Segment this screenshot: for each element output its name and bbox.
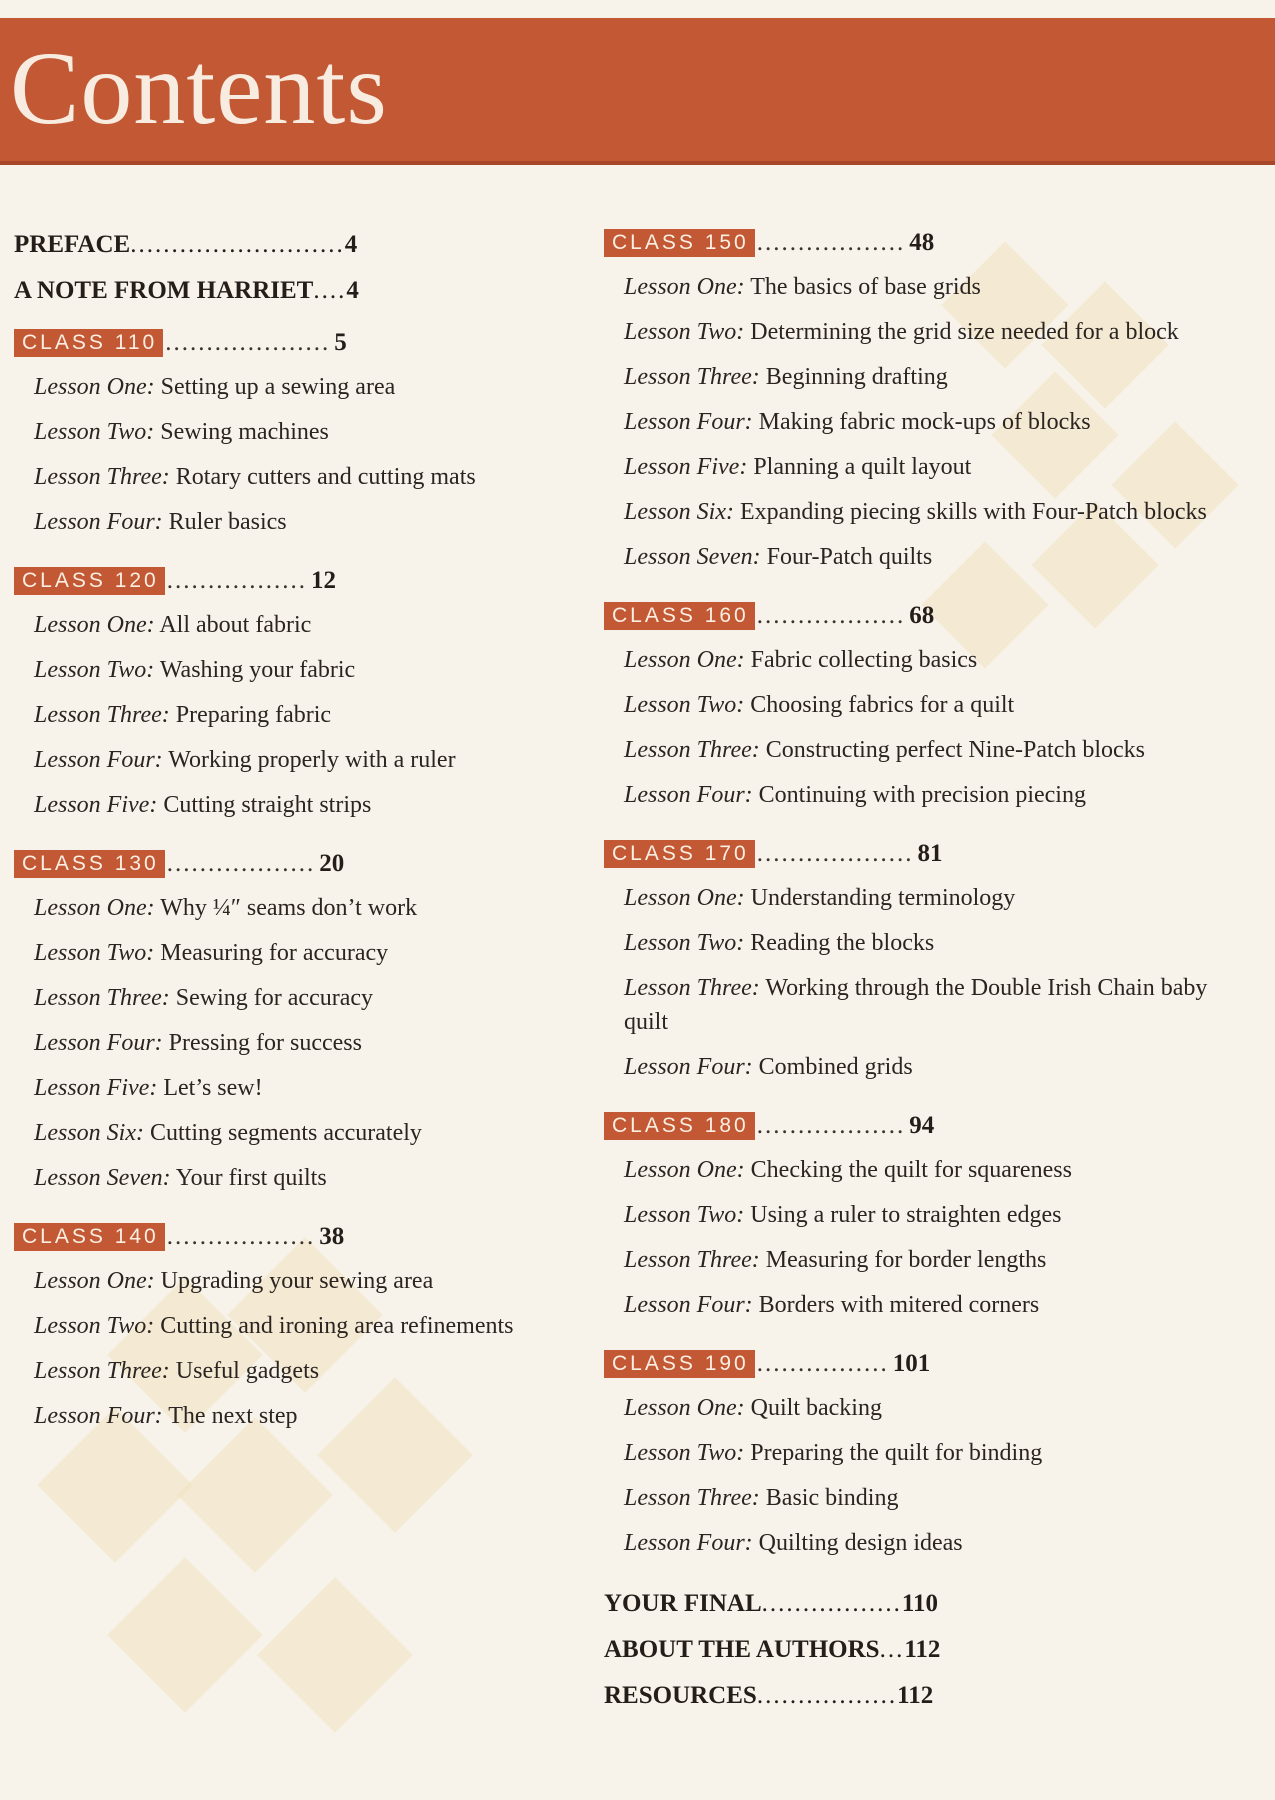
lesson-title: Making fabric mock-ups of blocks [758, 409, 1091, 435]
class-heading[interactable] [14, 1216, 594, 1258]
lesson-item[interactable] [604, 444, 1209, 489]
toc-entry-label: ABOUT THE AUTHORS [604, 1636, 880, 1663]
toc-page-number: 4 [344, 231, 358, 258]
lesson-number: Lesson One: [34, 612, 155, 638]
lesson-title: Using a ruler to straighten edges [750, 1202, 1062, 1228]
lesson-title: Borders with mitered corners [758, 1292, 1040, 1318]
lesson-number: Lesson One: [34, 1268, 155, 1294]
lesson-number: Lesson Two: [34, 940, 155, 966]
lesson-title: All about fabric [159, 612, 312, 638]
lesson-item[interactable] [604, 264, 1209, 309]
lesson-number: Lesson One: [624, 885, 745, 911]
lesson-item[interactable] [14, 1155, 594, 1200]
lesson-number: Lesson Two: [624, 930, 745, 956]
toc-page-number: 112 [904, 1636, 941, 1663]
toc-leader-dots: .... [313, 277, 347, 304]
lesson-item[interactable] [604, 1147, 1209, 1192]
toc-entry-about-the-authors[interactable] [604, 1627, 1209, 1673]
lesson-title: Expanding piecing skills with Four-Patch blocks [740, 499, 1207, 525]
lesson-title: Continuing with precision piecing [758, 782, 1086, 808]
lesson-number: Lesson Six: [624, 499, 734, 525]
lesson-number: Lesson Three: [34, 1358, 170, 1384]
lesson-title: Pressing for success [168, 1030, 362, 1056]
lesson-title: Cutting and ironing area refinements [160, 1313, 514, 1339]
class-section [14, 322, 594, 544]
lesson-item[interactable] [14, 1258, 594, 1303]
class-heading[interactable] [604, 222, 1209, 264]
lesson-title: Determining the grid size needed for a block [750, 319, 1179, 345]
lesson-number: Lesson Five: [624, 454, 748, 480]
class-badge: CLASS 160 [604, 602, 755, 630]
lesson-title: Reading the blocks [750, 930, 935, 956]
toc-leader-dots: .......................... [130, 231, 345, 258]
lesson-number: Lesson Three: [624, 975, 760, 1001]
class-heading[interactable] [604, 1105, 1209, 1147]
left-column [14, 222, 594, 1454]
right-class-list [604, 222, 1209, 1565]
lesson-title: Measuring for accuracy [160, 940, 389, 966]
lesson-title: Measuring for border lengths [765, 1247, 1047, 1273]
lesson-item[interactable] [14, 692, 594, 737]
lesson-number: Lesson Two: [624, 319, 745, 345]
class-section [604, 833, 1209, 1089]
lesson-number: Lesson Two: [624, 1202, 745, 1228]
class-badge: CLASS 150 [604, 229, 755, 257]
lesson-item[interactable] [604, 727, 1209, 772]
toc-leader-dots: ................ [756, 1350, 889, 1377]
lesson-title: Preparing the quilt for binding [750, 1440, 1043, 1466]
toc-leader-dots: .................. [166, 850, 316, 877]
toc-leader-dots: ................... [756, 840, 914, 867]
lesson-number: Lesson One: [34, 374, 155, 400]
lesson-title: Your first quilts [175, 1165, 327, 1191]
toc-page-number: 110 [901, 1590, 939, 1617]
toc-entry-label: A NOTE FROM HARRIET [14, 277, 314, 304]
lesson-title: Quilt backing [750, 1395, 882, 1421]
lesson-number: Lesson One: [624, 647, 745, 673]
toc-leader-dots: .................. [166, 1223, 316, 1250]
lesson-item[interactable] [14, 975, 594, 1020]
toc-entry-label: RESOURCES [604, 1682, 757, 1709]
lesson-item[interactable] [14, 885, 594, 930]
class-section [604, 222, 1209, 579]
lesson-item[interactable] [604, 1520, 1209, 1565]
toc-leader-dots: .................. [756, 229, 906, 256]
lesson-number: Lesson Three: [624, 364, 760, 390]
lesson-title: Washing your fabric [159, 657, 356, 683]
lesson-item[interactable] [604, 965, 1209, 1044]
lesson-title: Working through the Double Irish Chain baby quilt [624, 975, 1208, 1035]
class-badge: CLASS 180 [604, 1112, 755, 1140]
lesson-number: Lesson Four: [624, 1292, 753, 1318]
toc-leader-dots: ................. [166, 567, 307, 594]
contents-header-band [0, 18, 1275, 165]
lesson-title: Combined grids [758, 1054, 913, 1080]
toc-leader-dots: ................. [756, 1682, 898, 1709]
lesson-number: Lesson Five: [34, 1075, 158, 1101]
toc-leader-dots: .................... [165, 329, 331, 356]
lesson-item[interactable] [14, 1065, 594, 1110]
lesson-title: Let’s sew! [163, 1075, 263, 1101]
toc-leader-dots: .................. [756, 1112, 906, 1139]
toc-entry-label: YOUR FINAL [604, 1590, 762, 1617]
lesson-number: Lesson Two: [34, 1313, 155, 1339]
toc-page-number: 20 [319, 850, 345, 877]
lesson-item[interactable] [604, 637, 1209, 682]
lesson-item[interactable] [14, 930, 594, 975]
class-badge: CLASS 140 [14, 1223, 165, 1251]
lesson-item[interactable] [14, 1348, 594, 1393]
lesson-title: Quilting design ideas [758, 1530, 963, 1556]
lesson-item[interactable] [14, 1020, 594, 1065]
lesson-title: Basic binding [765, 1485, 899, 1511]
lesson-number: Lesson Two: [624, 692, 745, 718]
lesson-item[interactable] [604, 489, 1209, 534]
lesson-item[interactable] [604, 920, 1209, 965]
lesson-number: Lesson Six: [34, 1120, 144, 1146]
lesson-item[interactable] [14, 364, 594, 409]
lesson-number: Lesson Three: [624, 1247, 760, 1273]
class-section [14, 560, 594, 827]
toc-page-number: 4 [346, 277, 359, 304]
class-badge: CLASS 170 [604, 840, 755, 868]
lesson-item[interactable] [604, 534, 1209, 579]
class-badge: CLASS 110 [14, 329, 163, 357]
lesson-item[interactable] [604, 354, 1209, 399]
lesson-item[interactable] [14, 409, 594, 454]
class-section [14, 843, 594, 1200]
lesson-number: Lesson Seven: [624, 544, 761, 570]
toc-leader-dots: ................. [761, 1590, 902, 1617]
lesson-item[interactable] [14, 737, 594, 782]
lesson-number: Lesson Seven: [34, 1165, 171, 1191]
lesson-title: Working properly with a ruler [168, 747, 456, 773]
lesson-item[interactable] [14, 1393, 594, 1438]
lesson-item[interactable] [14, 1303, 594, 1348]
lesson-title: The basics of base grids [750, 274, 981, 300]
lesson-title: Setting up a sewing area [160, 374, 396, 400]
lesson-title: Four-Patch quilts [766, 544, 933, 570]
lesson-item[interactable] [604, 1430, 1209, 1475]
lesson-number: Lesson One: [624, 1395, 745, 1421]
toc-page-number: 112 [897, 1682, 934, 1709]
lesson-number: Lesson Four: [34, 1403, 163, 1429]
lesson-number: Lesson Four: [34, 747, 163, 773]
class-heading[interactable] [604, 1343, 1209, 1385]
lesson-number: Lesson One: [624, 1157, 745, 1183]
lesson-item[interactable] [604, 1475, 1209, 1520]
lesson-number: Lesson Three: [624, 1485, 760, 1511]
toc-entry-note-from-harriet[interactable] [14, 268, 594, 314]
lesson-number: Lesson Four: [34, 509, 163, 535]
lesson-item[interactable] [14, 499, 594, 544]
lesson-item[interactable] [604, 1237, 1209, 1282]
lesson-item[interactable] [604, 309, 1209, 354]
lesson-item[interactable] [604, 1385, 1209, 1430]
right-bottom-entries [604, 1581, 1209, 1719]
class-heading[interactable] [604, 595, 1209, 637]
toc-page-number: 81 [917, 840, 943, 867]
lesson-item[interactable] [14, 782, 594, 827]
class-heading[interactable] [604, 833, 1209, 875]
lesson-title: Checking the quilt for squareness [750, 1157, 1072, 1183]
lesson-item[interactable] [604, 772, 1209, 817]
class-badge: CLASS 130 [14, 850, 165, 878]
toc-page-number: 94 [909, 1112, 935, 1139]
lesson-item[interactable] [604, 682, 1209, 727]
class-badge: CLASS 190 [604, 1350, 755, 1378]
lesson-title: The next step [168, 1403, 298, 1429]
lesson-title: Rotary cutters and cutting mats [175, 464, 476, 490]
page-title: Contents [10, 31, 388, 146]
toc-entry-your-final[interactable] [604, 1581, 1209, 1627]
lesson-item[interactable] [14, 647, 594, 692]
lesson-item[interactable] [604, 1282, 1209, 1327]
class-section [604, 1105, 1209, 1327]
lesson-title: Useful gadgets [175, 1358, 320, 1384]
lesson-number: Lesson Four: [624, 409, 753, 435]
lesson-item[interactable] [604, 399, 1209, 444]
class-section [14, 1216, 594, 1438]
left-top-entries [14, 222, 594, 314]
toc-page-number: 68 [909, 602, 935, 629]
class-badge: CLASS 120 [14, 567, 165, 595]
toc-leader-dots: ... [879, 1636, 905, 1663]
class-heading[interactable] [14, 560, 594, 602]
lesson-number: Lesson One: [624, 274, 745, 300]
toc-page-number: 5 [334, 329, 347, 356]
lesson-number: Lesson Four: [624, 782, 753, 808]
lesson-number: Lesson Four: [624, 1530, 753, 1556]
lesson-item[interactable] [14, 454, 594, 499]
class-section [604, 595, 1209, 817]
right-column [604, 222, 1209, 1735]
lesson-title: Planning a quilt layout [753, 454, 972, 480]
lesson-number: Lesson Four: [34, 1030, 163, 1056]
toc-leader-dots: .................. [756, 602, 906, 629]
lesson-number: Lesson One: [34, 895, 155, 921]
lesson-title: Sewing for accuracy [175, 985, 374, 1011]
lesson-number: Lesson Three: [624, 737, 760, 763]
lesson-title: Why ¼″ seams don’t work [160, 895, 418, 921]
lesson-number: Lesson Two: [624, 1440, 745, 1466]
toc-page-number: 38 [319, 1223, 345, 1250]
toc-page-number: 101 [892, 1350, 931, 1377]
lesson-number: Lesson Three: [34, 702, 170, 728]
class-heading[interactable] [14, 843, 594, 885]
lesson-title: Sewing machines [160, 419, 329, 445]
toc-entry-preface[interactable] [14, 222, 594, 268]
lesson-title: Constructing perfect Nine-Patch blocks [765, 737, 1146, 763]
lesson-title: Cutting segments accurately [150, 1120, 422, 1146]
lesson-title: Choosing fabrics for a quilt [750, 692, 1015, 718]
left-class-list [14, 322, 594, 1438]
class-heading[interactable] [14, 322, 594, 364]
lesson-number: Lesson Three: [34, 985, 170, 1011]
lesson-number: Lesson Three: [34, 464, 170, 490]
lesson-item[interactable] [604, 875, 1209, 920]
toc-page-number: 12 [311, 567, 336, 594]
lesson-title: Upgrading your sewing area [160, 1268, 434, 1294]
lesson-item[interactable] [14, 1110, 594, 1155]
lesson-title: Beginning drafting [765, 364, 948, 390]
toc-entry-resources[interactable] [604, 1673, 1209, 1719]
toc-page-number: 48 [909, 229, 935, 256]
lesson-item[interactable] [604, 1044, 1209, 1089]
lesson-number: Lesson Two: [34, 419, 155, 445]
lesson-number: Lesson Five: [34, 792, 158, 818]
lesson-title: Ruler basics [168, 509, 287, 535]
lesson-title: Preparing fabric [175, 702, 332, 728]
lesson-item[interactable] [604, 1192, 1209, 1237]
lesson-title: Understanding terminology [750, 885, 1016, 911]
class-section [604, 1343, 1209, 1565]
lesson-number: Lesson Two: [34, 657, 155, 683]
lesson-item[interactable] [14, 602, 594, 647]
lesson-title: Fabric collecting basics [750, 647, 978, 673]
lesson-number: Lesson Four: [624, 1054, 753, 1080]
lesson-title: Cutting straight strips [163, 792, 372, 818]
toc-entry-label: PREFACE [14, 231, 131, 258]
